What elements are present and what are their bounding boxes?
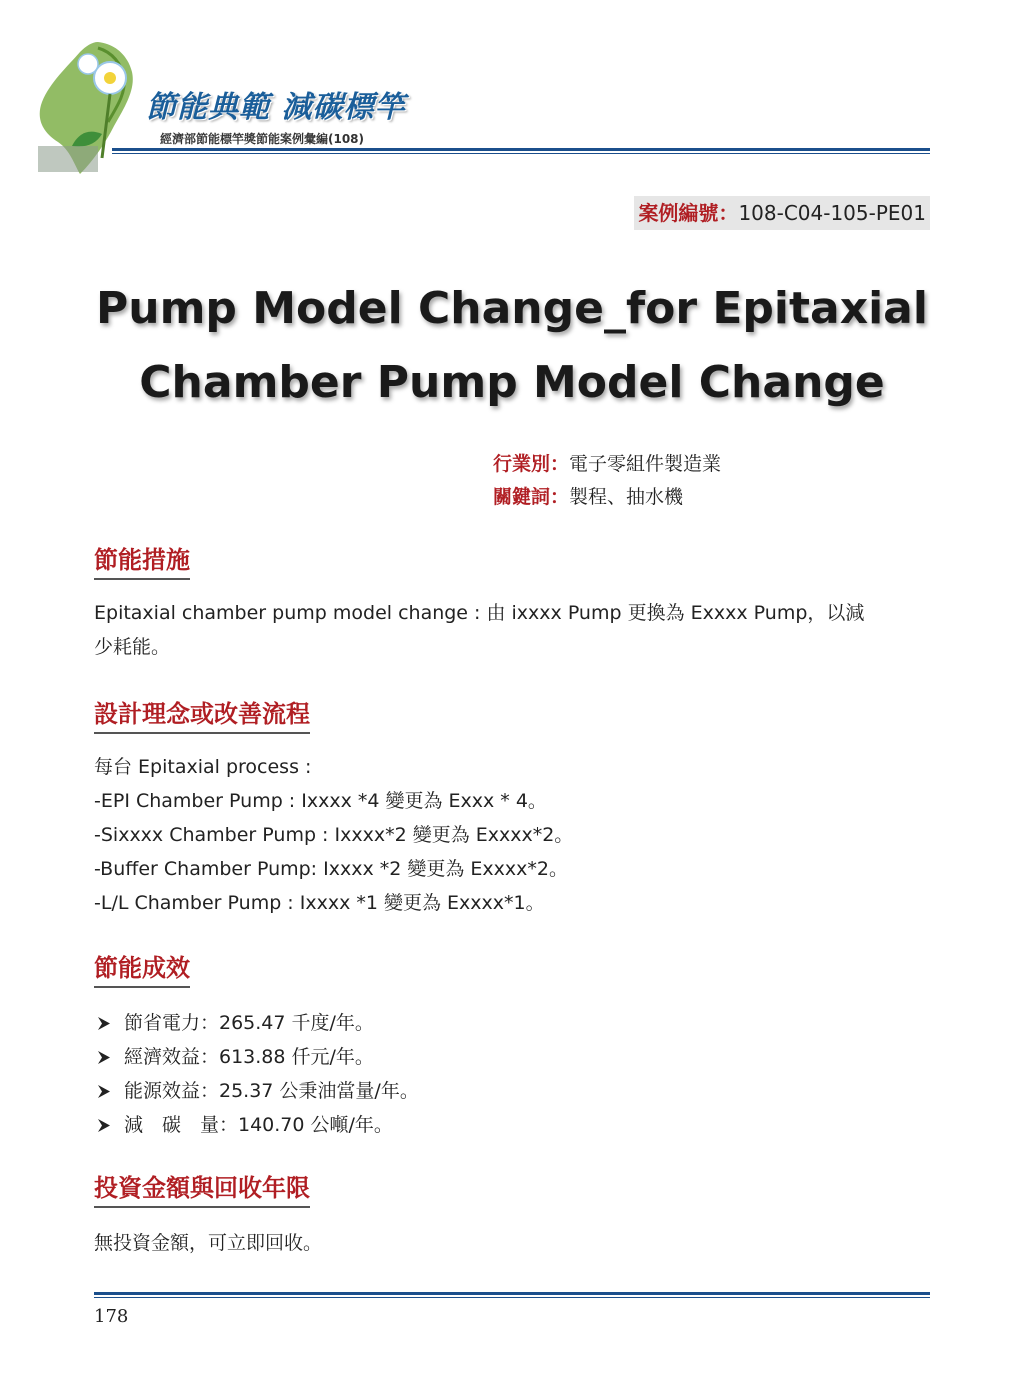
keywords-row [493, 481, 721, 514]
industry-row [493, 448, 721, 481]
page-title-line-2: Chamber Pump Model Change [139, 357, 885, 408]
header-divider [112, 148, 930, 154]
page-number: 178 [94, 1306, 129, 1327]
section-heading-investment: 投資金額與回收年限 [94, 1172, 310, 1208]
measures-line-1: Epitaxial chamber pump model change : 由 ixxxx Pump 更換為 Exxxx Pump，以減 [94, 602, 865, 624]
design-text [94, 750, 934, 920]
page-title-line-1: Pump Model Change_for Epitaxial [96, 283, 928, 334]
footer-divider [94, 1292, 930, 1298]
section-heading-measures: 節能措施 [94, 544, 190, 580]
results-list [94, 1006, 419, 1142]
result-electricity: 節省電力：265.47 千度/年。 [124, 1012, 374, 1034]
arrow-bullet-icon [98, 1017, 110, 1030]
list-item [94, 1040, 419, 1074]
design-line-3: -Sixxxx Chamber Pump : Ixxxx*2 變更為 Exxxx*2。 [94, 824, 574, 846]
list-item [94, 1074, 419, 1108]
design-line-2: -EPI Chamber Pump : Ixxxx *4 變更為 Exxx * 4。 [94, 790, 547, 812]
result-carbon: 減 碳 量：140.70 公噸/年。 [124, 1114, 393, 1136]
design-line-1: 每台 Epitaxial process : [94, 756, 312, 778]
list-item [94, 1006, 419, 1040]
case-number-box [634, 196, 930, 230]
result-energy: 能源效益：25.37 公秉油當量/年。 [124, 1080, 419, 1102]
keywords-label: 關鍵詞： [493, 486, 570, 508]
measures-line-2: 少耗能。 [94, 636, 171, 658]
arrow-bullet-icon [98, 1051, 110, 1064]
keywords-value: 製程、抽水機 [569, 486, 684, 508]
industry-label: 行業別： [493, 453, 570, 475]
case-number-label: 案例編號： [638, 201, 739, 225]
industry-value: 電子零組件製造業 [569, 453, 722, 475]
case-number-value: 108-C04-105-PE01 [738, 201, 926, 225]
result-economic: 經濟效益：613.88 仟元/年。 [124, 1046, 374, 1068]
section-heading-results: 節能成效 [94, 952, 190, 988]
design-line-5: -L/L Chamber Pump : Ixxxx *1 變更為 Exxxx*1。 [94, 892, 545, 914]
list-item [94, 1108, 419, 1142]
brand-title: 節能典範 減碳標竿 [146, 90, 406, 125]
page-title [60, 272, 964, 420]
arrow-bullet-icon [98, 1119, 110, 1132]
brand-subtitle: 經濟部節能標竿獎節能案例彙編(108) [160, 132, 365, 146]
section-heading-design: 設計理念或改善流程 [94, 698, 310, 734]
case-meta [493, 448, 721, 514]
measures-text [94, 596, 934, 664]
design-line-4: -Buffer Chamber Pump: Ixxxx *2 變更為 Exxxx*2。 [94, 858, 568, 880]
arrow-bullet-icon [98, 1085, 110, 1098]
investment-text: 無投資金額，可立即回收。 [94, 1232, 323, 1254]
page-header [0, 0, 1024, 190]
